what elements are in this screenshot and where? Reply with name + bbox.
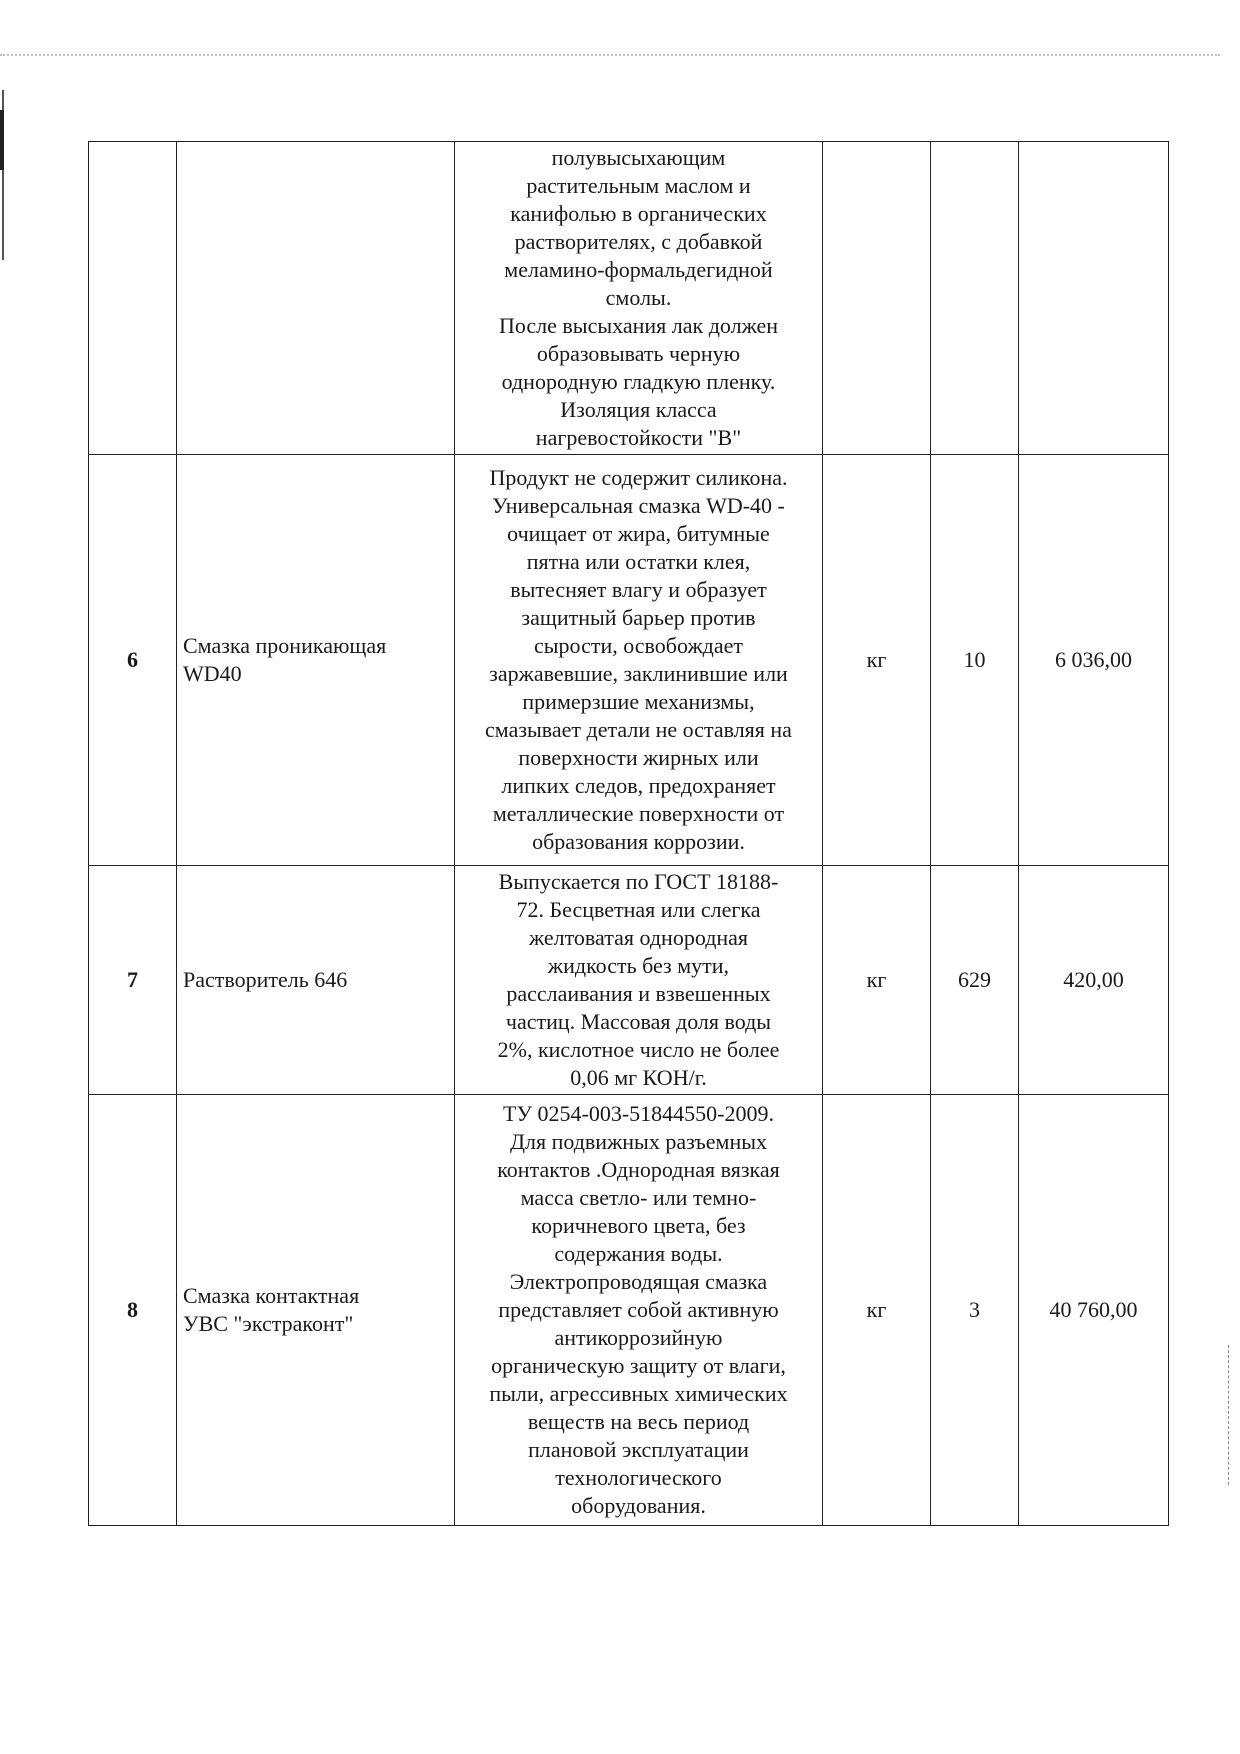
row-number: 8: [89, 1095, 177, 1526]
item-quantity: 10: [931, 455, 1019, 866]
scan-artifact-top: [0, 54, 1220, 56]
item-description: полувысыхающим растительным маслом и канифолью в органических растворителях, с добавкой меламино-формальдегидной смолы. После высыхания лак должен образовывать черную однородную гладкую пленку. Изоляция класса нагревостойкости "В": [455, 142, 823, 455]
item-quantity: 629: [931, 866, 1019, 1095]
item-unit: кг: [823, 455, 931, 866]
row-number: [89, 142, 177, 455]
item-quantity: [931, 142, 1019, 455]
specification-table: [88, 141, 1169, 1526]
scan-artifact-right: [1228, 1345, 1230, 1485]
item-price: [1019, 142, 1169, 455]
table-row: [89, 1095, 1169, 1526]
item-unit: [823, 142, 931, 455]
row-number: 7: [89, 866, 177, 1095]
item-description: ТУ 0254-003-51844550-2009. Для подвижных разъемных контактов .Однородная вязкая масса светло- или темно- коричневого цвета, без содержания воды. Электропроводящая смазка представляет собой активную антикоррозийную органическую защиту от влаги, пыли, агрессивных химических веществ на весь период плановой эксплуатации технологического оборудования.: [455, 1095, 823, 1526]
item-unit: кг: [823, 1095, 931, 1526]
table-row: [89, 455, 1169, 866]
item-name: Смазка проникающая WD40: [177, 455, 455, 866]
item-price: 420,00: [1019, 866, 1169, 1095]
scan-artifact-left-mark: [0, 110, 4, 170]
item-description: Продукт не содержит силикона. Универсальная смазка WD-40 - очищает от жира, битумные пятна или остатки клея, вытесняет влагу и образует защитный барьер против сырости, освобождает заржавевшие, заклинившие или примерзшие механизмы, смазывает детали не оставляя на поверхности жирных или липких следов, предохраняет металлические поверхности от образования коррозии.: [455, 455, 823, 866]
item-price: 6 036,00: [1019, 455, 1169, 866]
table-row: [89, 866, 1169, 1095]
item-price: 40 760,00: [1019, 1095, 1169, 1526]
item-name: [177, 142, 455, 455]
item-unit: кг: [823, 866, 931, 1095]
item-quantity: 3: [931, 1095, 1019, 1526]
row-number: 6: [89, 455, 177, 866]
item-description: Выпускается по ГОСТ 18188- 72. Бесцветная или слегка желтоватая однородная жидкость без мути, расслаивания и взвешенных частиц. Массовая доля воды 2%, кислотное число не более 0,06 мг КОН/г.: [455, 866, 823, 1095]
table-row: [89, 142, 1169, 455]
item-name: Смазка контактная УВС "экстраконт": [177, 1095, 455, 1526]
item-name: Растворитель 646: [177, 866, 455, 1095]
